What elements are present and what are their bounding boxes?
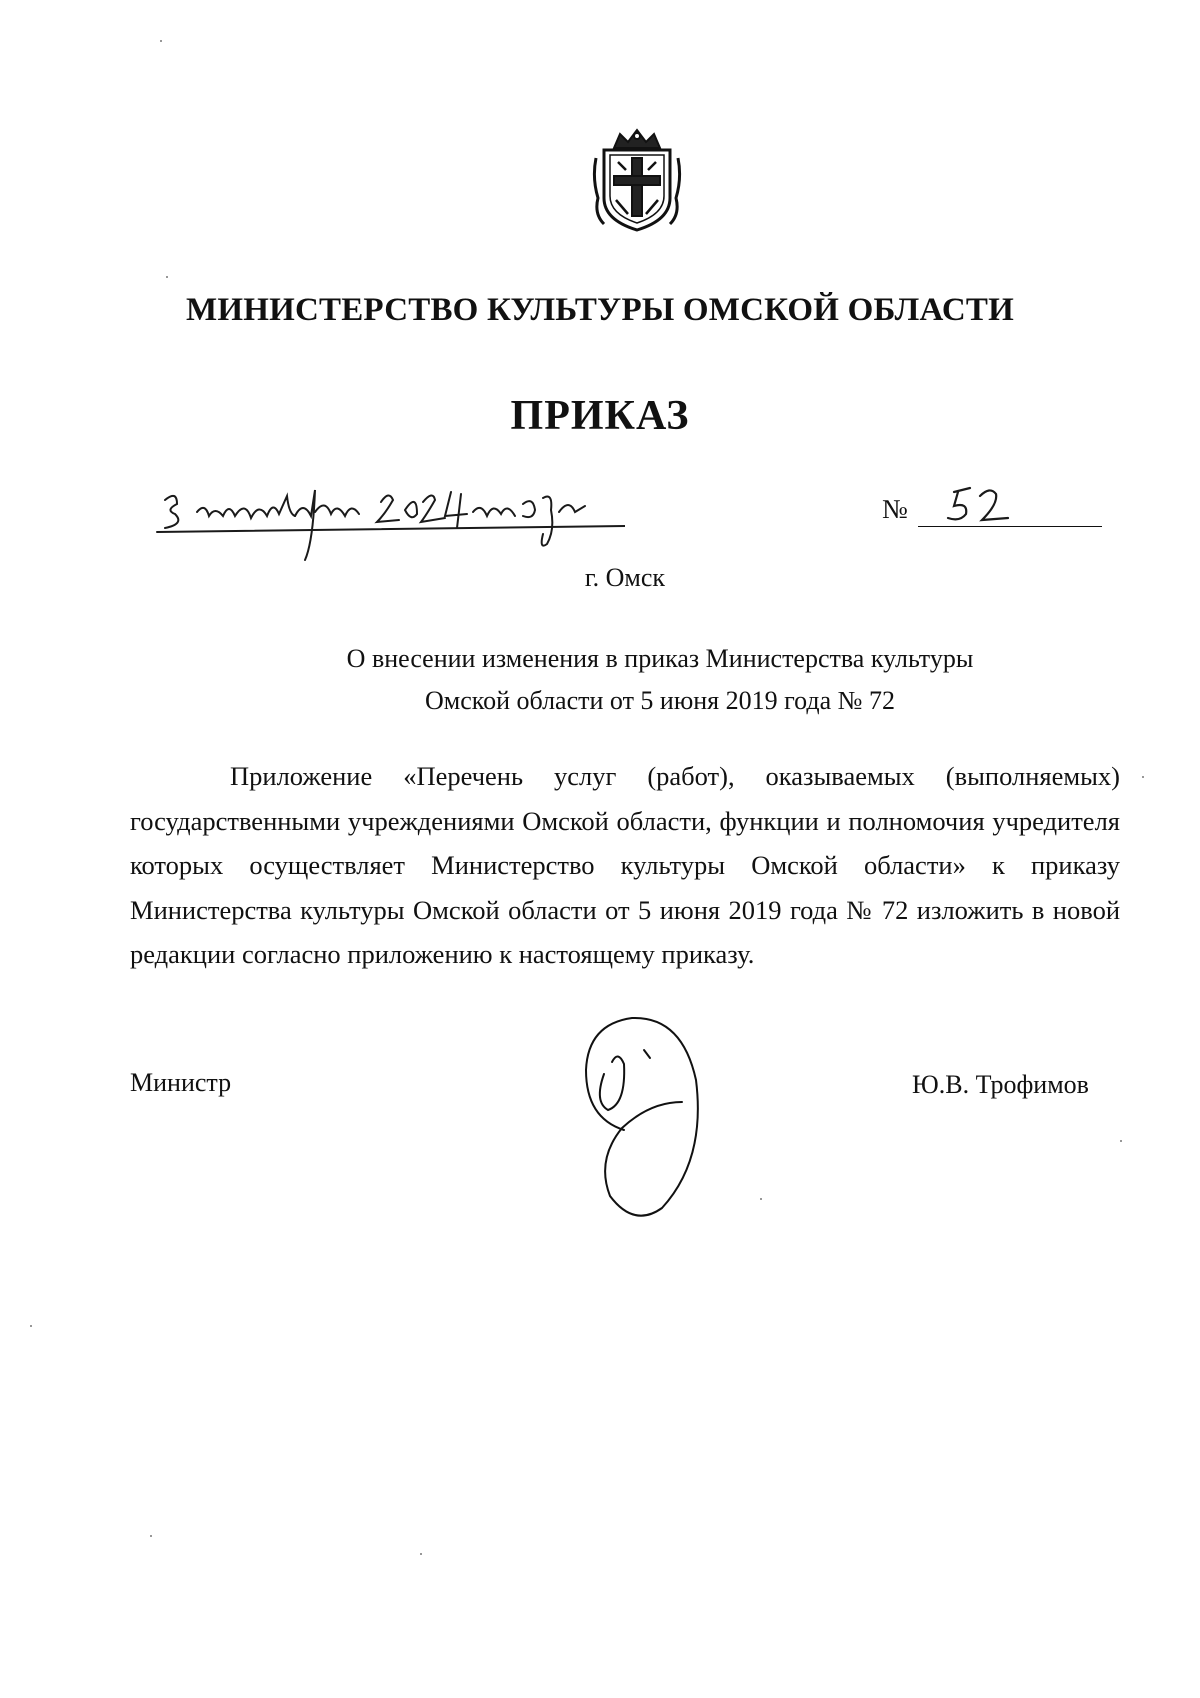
signer-name: Ю.В. Трофимов: [912, 1070, 1089, 1099]
scan-speck: [160, 40, 162, 42]
subject-line-2: Омской области от 5 июня 2019 года № 72: [425, 686, 895, 715]
scan-speck: [1142, 776, 1144, 778]
signer-position: Министр: [130, 1068, 232, 1097]
scan-speck: [30, 1325, 32, 1327]
coat-of-arms-icon: [592, 128, 682, 234]
scan-speck: [420, 1553, 422, 1555]
number-label: №: [882, 494, 908, 524]
number-underline: [918, 526, 1102, 527]
handwritten-number: [944, 480, 1014, 526]
signature-icon: [578, 1010, 718, 1230]
document-subject: [250, 638, 1070, 722]
scan-speck: [1120, 1140, 1122, 1142]
ministry-title: МИНИСТЕРСТВО КУЛЬТУРЫ ОМСКОЙ ОБЛАСТИ: [186, 292, 1014, 328]
document-type-title: ПРИКАЗ: [510, 393, 690, 439]
scan-speck: [760, 1198, 762, 1200]
body-paragraph: Приложение «Перечень услуг (работ), оказываемых (выполняемых) государственными учреждениями Омской области, функции и полномочия учредителя которых осуществляет Министерство культуры Омской области» к приказу Министерства культуры Омской области от 5 июня 2019 года № 72 изложить в новой редакции согласно приложению к настоящему приказу.: [130, 761, 1120, 969]
city-line: г. Омск: [584, 563, 666, 592]
scan-speck: [150, 1535, 152, 1537]
subject-line-1: О внесении изменения в приказ Министерства культуры: [346, 644, 974, 673]
scan-speck: [166, 276, 168, 278]
handwritten-date: [155, 472, 625, 562]
